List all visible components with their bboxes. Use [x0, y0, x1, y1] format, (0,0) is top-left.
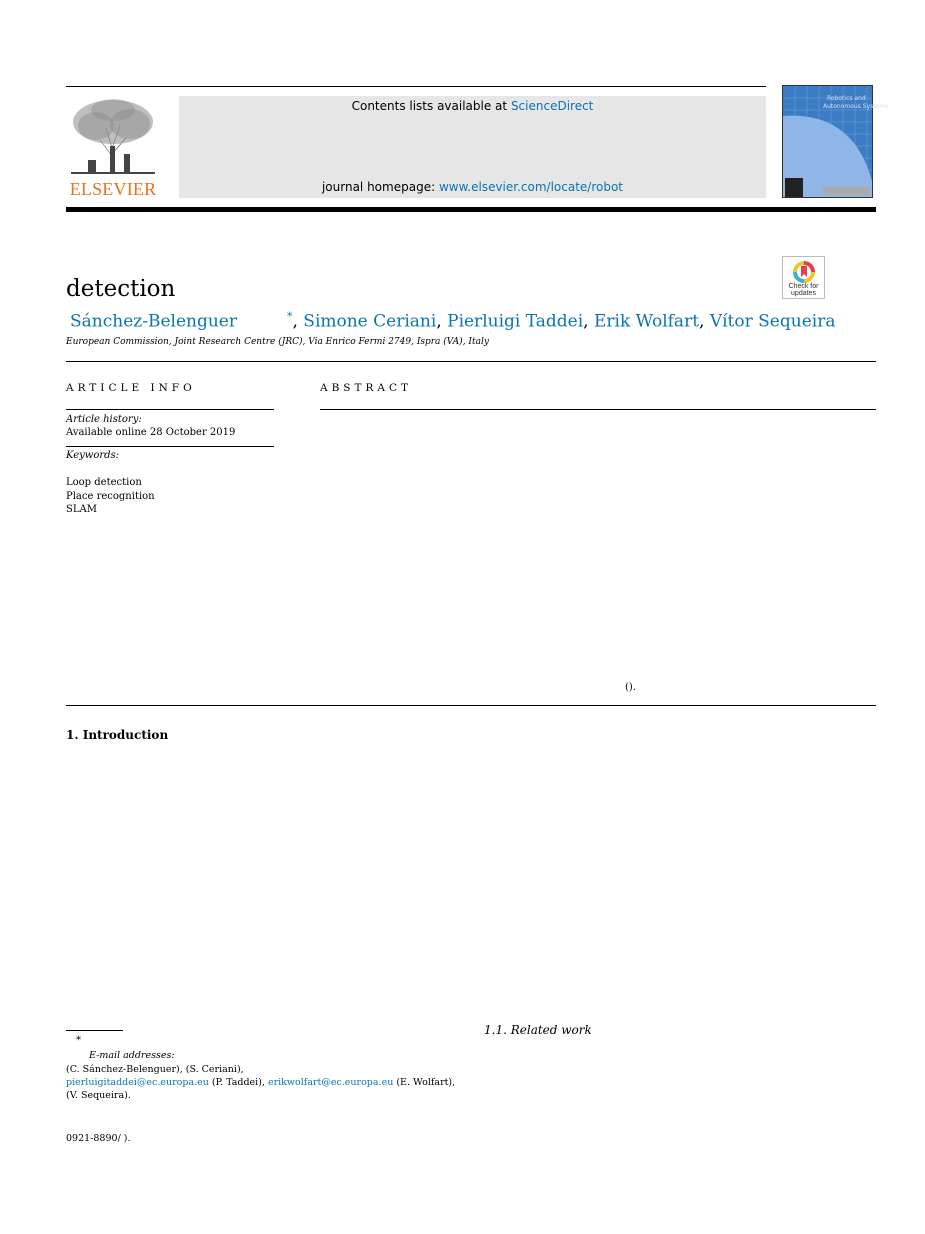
journal-cover-thumbnail[interactable]: [782, 85, 889, 198]
email-addresses-label: E-mail addresses:: [89, 1050, 175, 1061]
email-link-wolfart[interactable]: erikwolfart@ec.europa.eu: [267, 1077, 394, 1088]
footnote-line-3: (V. Sequeira).: [66, 1090, 131, 1101]
abstract-tail: ().: [625, 682, 636, 693]
author-list: [70, 310, 835, 332]
keyword-item: Loop detection: [66, 477, 142, 488]
article-history-label: Article history:: [66, 414, 142, 425]
crossmark-label: [783, 283, 824, 297]
sciencedirect-link[interactable]: ScienceDirect: [510, 99, 594, 113]
corresponding-author-mark[interactable]: *: [286, 310, 293, 323]
contents-prefix: Contents lists available at: [351, 99, 511, 113]
elsevier-tree-icon: [66, 96, 160, 176]
keywords-list: [66, 476, 155, 517]
header-top-rule: [66, 86, 766, 87]
journal-header-panel: [179, 96, 766, 198]
crossmark-label-line1: Check for: [788, 283, 819, 290]
cover-title-line2: Autonomous Systems: [823, 103, 889, 110]
article-history-value: Available online 28 October 2019: [66, 427, 236, 438]
author-name[interactable]: Pierluigi Taddei: [447, 311, 584, 332]
footnote-name-taddei: (P. Taddei),: [208, 1077, 268, 1088]
footnote-star: *: [76, 1035, 81, 1046]
footnote-rule: [66, 1030, 123, 1031]
abstract-bottom-rule: [66, 705, 876, 706]
header-thick-rule: [66, 207, 876, 212]
cover-title-line1: Robotics and: [827, 95, 866, 102]
author-separator: ,: [292, 311, 304, 332]
abstract-heading: ABSTRACT: [320, 382, 413, 394]
keywords-rule: [66, 446, 274, 447]
cover-art-icon: [783, 86, 889, 197]
article-title: detection: [66, 276, 176, 302]
related-work-heading: 1.1. Related work: [484, 1023, 592, 1037]
affiliation: European Commission, Joint Research Centre (JRC), Via Enrico Fermi 2749, Ispra (VA), Italy: [66, 337, 489, 347]
author-name[interactable]: Vítor Sequeira: [709, 311, 836, 332]
crossmark-label-line2: updates: [791, 290, 816, 297]
contents-line: [179, 99, 766, 113]
author-separator: ,: [583, 311, 594, 332]
footnote-line-1: (C. Sánchez-Belenguer), (S. Ceriani),: [66, 1064, 244, 1075]
keyword-item: Place recognition: [66, 490, 155, 502]
author-name[interactable]: Erik Wolfart: [593, 311, 700, 332]
elsevier-logo[interactable]: [66, 96, 160, 198]
homepage-prefix: journal homepage:: [321, 180, 439, 194]
homepage-line: [179, 180, 766, 194]
article-info-rule: [66, 409, 274, 410]
crossmark-icon: [792, 260, 816, 284]
author-name[interactable]: Sánchez-Belenguer: [70, 311, 237, 332]
title-rule: [66, 361, 876, 362]
article-info-heading: ARTICLE INFO: [66, 382, 196, 394]
keywords-label: Keywords:: [66, 450, 120, 461]
keyword-item: SLAM: [66, 504, 97, 515]
elsevier-wordmark: ELSEVIER: [69, 179, 157, 199]
introduction-heading: 1. Introduction: [66, 728, 169, 742]
journal-homepage-link[interactable]: www.elsevier.com/locate/robot: [438, 180, 624, 194]
footnote-line-2: [66, 1077, 455, 1088]
abstract-rule: [320, 409, 876, 410]
author-separator: ,: [436, 311, 448, 332]
issn-line: 0921-8890/ ).: [66, 1133, 131, 1144]
author-separator: ,: [699, 311, 710, 332]
email-link-taddei[interactable]: pierluigitaddei@ec.europa.eu: [66, 1077, 209, 1088]
check-for-updates-badge[interactable]: [782, 256, 825, 299]
footnote-name-wolfart: (E. Wolfart),: [393, 1077, 456, 1088]
author-name[interactable]: Simone Ceriani: [303, 311, 437, 332]
